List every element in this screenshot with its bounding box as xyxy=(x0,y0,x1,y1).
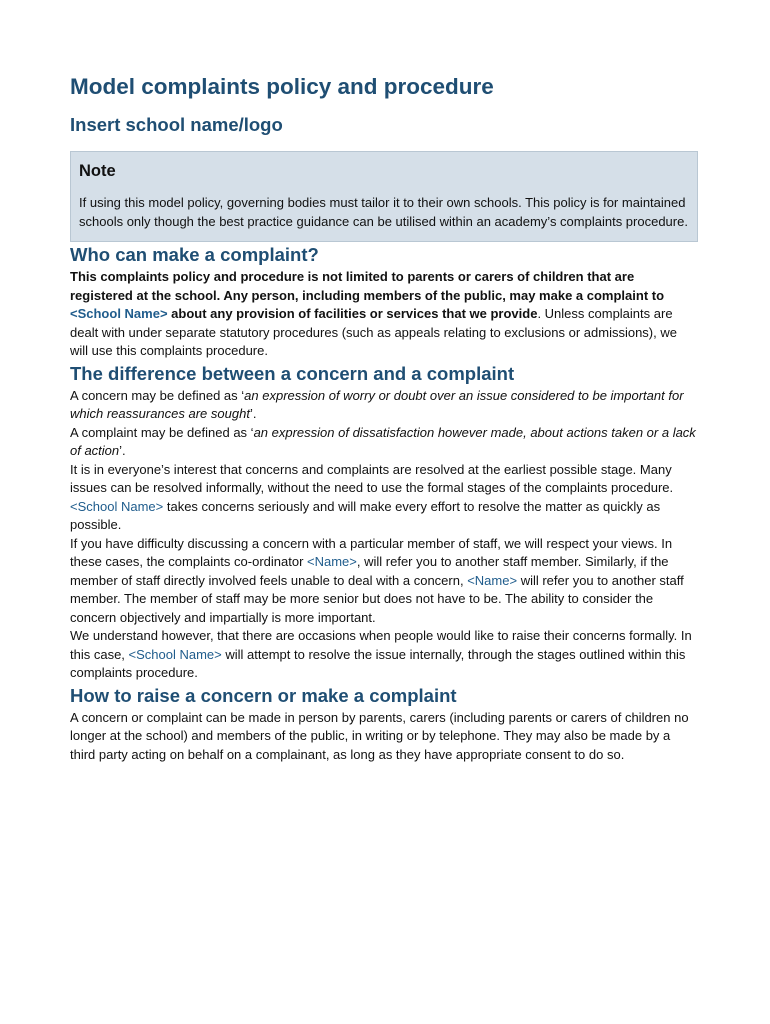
concern-definition-paragraph xyxy=(70,387,698,424)
body-text: . Unless complaints are dealt with under separate statutory procedures (such as appeals relating to exclusions or admissions), we will use this complaints procedure. xyxy=(70,306,677,358)
resolve-early-paragraph xyxy=(70,461,698,535)
bold-text: about any provision of facilities or services that we provide xyxy=(167,306,538,321)
school-name-logo-placeholder: Insert school name/logo xyxy=(70,114,283,135)
body-text: A complaint may be defined as ‘ xyxy=(70,424,254,440)
body-text: will attempt to resolve the issue internally, through the stages outlined within this complaints procedure. xyxy=(70,646,686,680)
name-placeholder: <Name> xyxy=(307,554,357,569)
body-text: takes concerns seriously and will make every effort to resolve the matter as quickly as possible. xyxy=(70,498,661,532)
difficulty-discussing-paragraph xyxy=(70,535,698,628)
name-placeholder: <Name> xyxy=(467,572,518,588)
body-text: If you have difficulty discussing a concern with a particular member of staff, we will respect your views. In these cases, the complaints co-ordinator xyxy=(70,535,673,569)
who-can-complain-paragraph xyxy=(70,268,698,361)
section-heading-who-can-complain: Who can make a complaint? xyxy=(70,244,319,265)
body-text: It is in everyone’s interest that concerns and complaints are resolved at the earliest possible stage. Many issues can be resolved informally, without the need to use the formal stages of the complaints procedure. xyxy=(70,461,674,495)
school-name-placeholder: <School Name> xyxy=(70,306,168,321)
body-text: A concern may be defined as ‘ xyxy=(70,387,245,403)
how-to-raise-paragraph: A concern or complaint can be made in person by parents, carers (including parents or carers of children no longer at the school) and members of the public, in writing or by telephone. They may also be made by a third party acting on behalf on a complainant, as long as they have appropriate consent to do so. xyxy=(70,709,689,762)
body-text: will refer you to another staff member. The member of staff may be more senior but does not have to be. The ability to consider the concern objectively and impartially is more important. xyxy=(70,572,684,625)
italic-definition: an expression of dissatisfaction however made, about actions taken or a lack of action xyxy=(70,424,696,458)
note-heading: Note xyxy=(79,162,116,180)
document-title: Model complaints policy and procedure xyxy=(70,74,494,99)
section-heading-concern-vs-complaint: The difference between a concern and a complaint xyxy=(70,362,515,384)
bold-text: This complaints policy and procedure is not limited to parents or carers of children that are registered at the school. Any person, including members of the public, may make a complaint to xyxy=(70,269,665,303)
section-heading-how-to-raise: How to raise a concern or make a complaint xyxy=(70,684,457,706)
body-text: We understand however, that there are occasions when people would like to raise their concerns formally. In this case, xyxy=(70,628,692,662)
italic-definition: an expression of worry or doubt over an issue considered to be important for which reassurances are sought xyxy=(70,387,684,421)
body-text: ’. xyxy=(249,406,257,421)
complaint-definition-paragraph xyxy=(70,424,698,461)
school-name-placeholder: <School Name> xyxy=(70,498,164,514)
body-text: , will refer you to another staff member. Similarly, if the member of staff directly involved feels unable to deal with a concern, xyxy=(70,554,669,588)
school-name-placeholder: <School Name> xyxy=(128,646,222,662)
formal-concerns-paragraph xyxy=(70,627,698,683)
body-text: ’. xyxy=(119,443,126,458)
note-box xyxy=(70,151,698,242)
note-text: If using this model policy, governing bodies must tailor it to their own schools. This policy is for maintained schools only though the best practice guidance can be utilised within an academy’s complaints procedure. xyxy=(79,195,688,229)
